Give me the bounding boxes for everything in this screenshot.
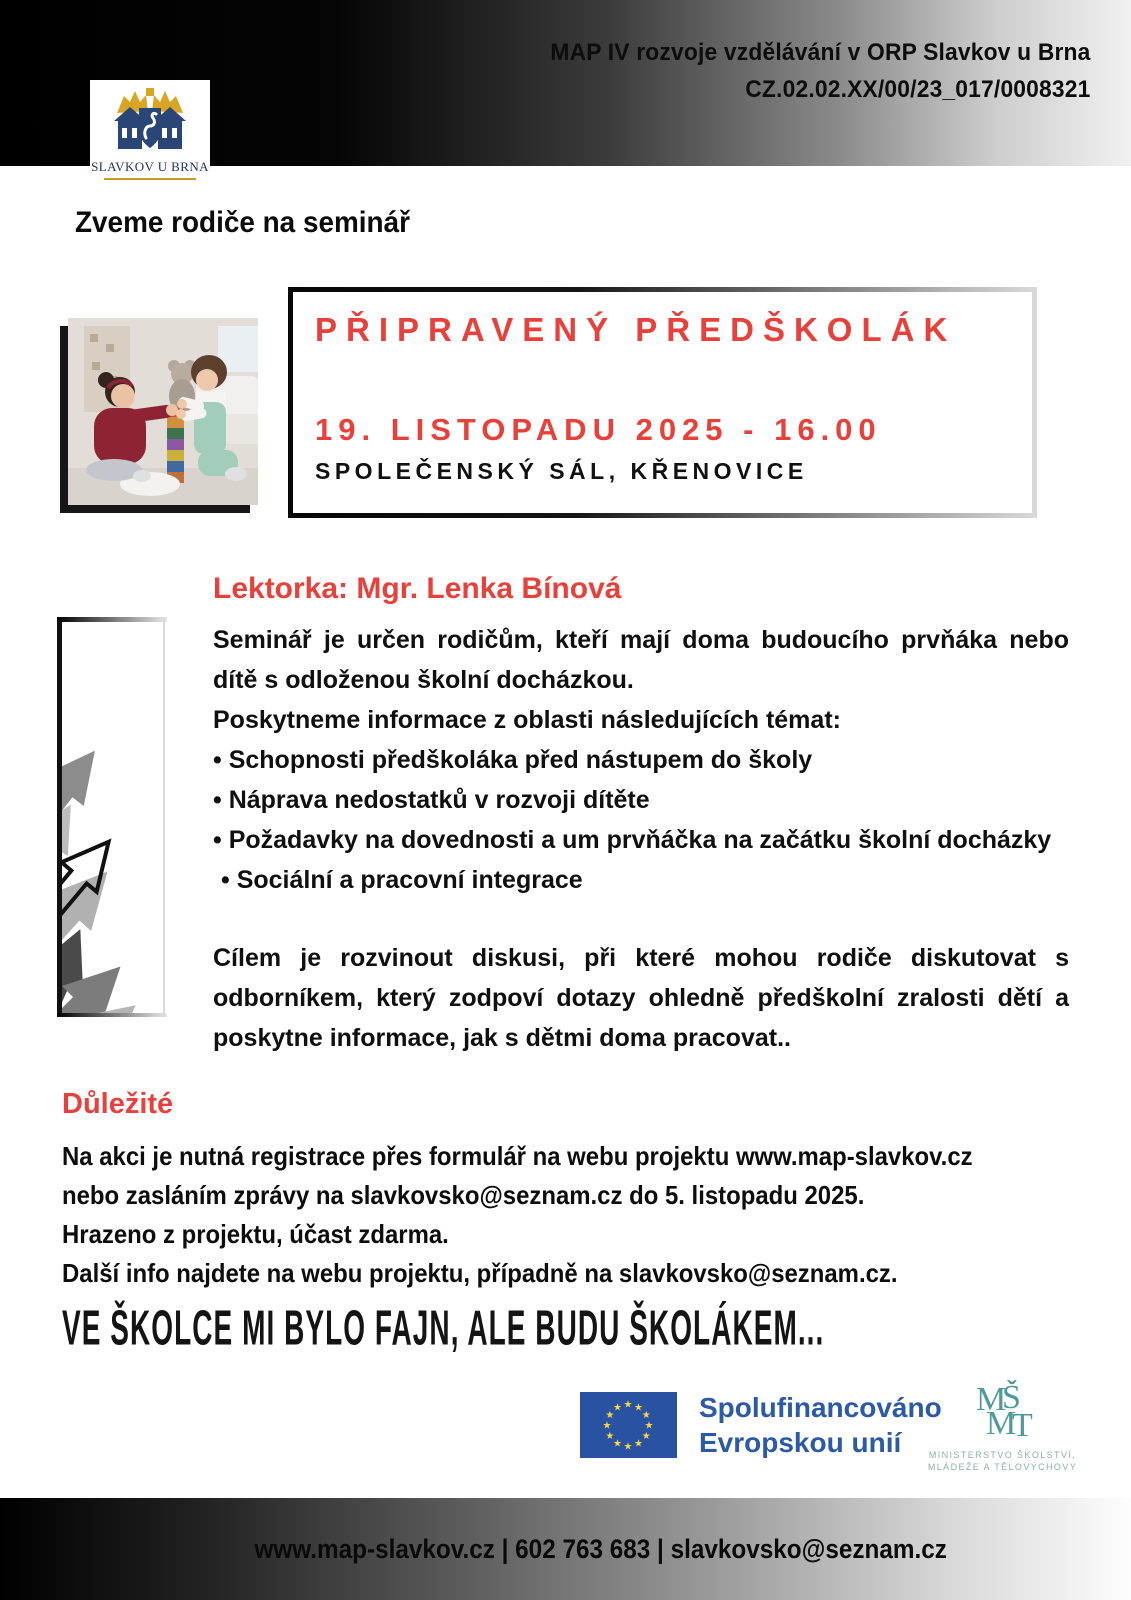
svg-text:★: ★	[641, 1431, 651, 1442]
eu-flag-icon	[580, 1392, 677, 1458]
slavkov-crest-icon	[109, 86, 191, 157]
eu-funding-block	[580, 1390, 942, 1460]
paragraph-topics-intro: Poskytneme informace z oblasti následujících témat:	[213, 706, 841, 734]
msmt-caption	[925, 1449, 1080, 1473]
important-heading: Důležité	[62, 1088, 174, 1120]
eu-funding-line2: Evropskou unií	[699, 1427, 902, 1458]
svg-text:★: ★	[634, 1402, 643, 1414]
eu-funding-text	[699, 1390, 942, 1460]
invite-heading: Zveme rodiče na seminář	[75, 206, 410, 239]
svg-text:★: ★	[644, 1420, 654, 1432]
svg-text:★: ★	[623, 1441, 633, 1453]
event-box	[288, 287, 1037, 518]
important-section	[62, 1088, 1082, 1293]
svg-text:★: ★	[623, 1399, 633, 1411]
svg-text:★: ★	[641, 1410, 651, 1421]
footer-band	[0, 1498, 1131, 1600]
project-name: MAP IV rozvoje vzdělávání v ORP Slavkov u Brna	[550, 39, 1091, 66]
svg-text:M: M	[985, 1405, 1016, 1442]
svg-text:M: M	[975, 1381, 1006, 1418]
important-line: Další info najdete na webu projektu, případně na slavkovsko@seznam.cz.	[62, 1258, 898, 1288]
slavkov-logo	[90, 80, 210, 192]
spacer	[213, 900, 1069, 938]
important-line: nebo zasláním zprávy na slavkovsko@seznam.cz do 5. listopadu 2025.	[62, 1180, 865, 1210]
bullet-item: • Schopnosti předškoláka před nástupem do školy	[213, 746, 813, 774]
bullet-item: • Požadavky na dovednosti a um prvňáčka na začátku školní docházky	[213, 826, 1052, 854]
svg-text:★: ★	[602, 1420, 612, 1432]
arrows-graphic	[57, 617, 167, 1017]
logo-title: SLAVKOV U BRNA	[91, 159, 209, 174]
msmt-caption-line1: MINISTERSTVO ŠKOLSTVÍ,	[928, 1450, 1077, 1460]
svg-text:★: ★	[613, 1402, 622, 1414]
bullet-item: • Náprava nedostatků v rozvoji dítěte	[213, 786, 650, 814]
description-section	[213, 572, 1069, 1058]
logo-underline	[104, 178, 196, 180]
eu-funding-line1: Spolufinancováno	[699, 1392, 942, 1423]
msmt-monogram-icon	[964, 1380, 1042, 1446]
event-datetime: 19. LISTOPADU 2025 - 16.00	[315, 412, 882, 447]
project-code: CZ.02.02.XX/00/23_017/0008321	[745, 76, 1091, 103]
msmt-caption-line2: MLÁDEŽE A TĚLOVÝCHOVY	[927, 1462, 1078, 1472]
bullet-item: • Sociální a pracovní integrace	[221, 866, 583, 894]
svg-text:Š: Š	[1001, 1380, 1021, 1416]
svg-text:★: ★	[605, 1431, 615, 1442]
important-line: Na akci je nutná registrace přes formulář na webu projektu www.map-slavkov.cz	[62, 1141, 973, 1171]
project-header	[551, 34, 1091, 108]
footer-contacts: www.map-slavkov.cz | 602 763 683 | slavkovsko@seznam.cz	[254, 1533, 947, 1564]
msmt-logo	[925, 1380, 1080, 1473]
paragraph-audience: Seminář je určen rodičům, kteří mají doma budoucího prvňáka nebo dítě s odloženou školní docházkou.	[213, 626, 1069, 694]
svg-text:T: T	[1011, 1407, 1033, 1442]
event-venue: SPOLEČENSKÝ SÁL, KŘENOVICE	[315, 458, 808, 484]
svg-text:★: ★	[634, 1438, 643, 1450]
slogan-heading: VE ŠKOLCE MI BYLO FAJN, ALE BUDU ŠKOLÁKEM...	[62, 1302, 825, 1356]
paragraph-goal: Cílem je rozvinout diskusi, při které mohou rodiče diskutovat s odborníkem, který zodpoví dotazy ohledně předškolní zralosti dětí a poskytne informace, jak s dětmi doma pracovat..	[213, 944, 1069, 1052]
svg-text:★: ★	[613, 1438, 622, 1450]
svg-text:★: ★	[605, 1410, 615, 1421]
lecturer-heading: Lektorka: Mgr. Lenka Bínová	[213, 572, 622, 605]
event-title: PŘIPRAVENÝ PŘEDŠKOLÁK	[315, 311, 957, 348]
children-photo	[68, 318, 258, 505]
important-line: Hrazeno z projektu, účast zdarma.	[62, 1219, 449, 1249]
